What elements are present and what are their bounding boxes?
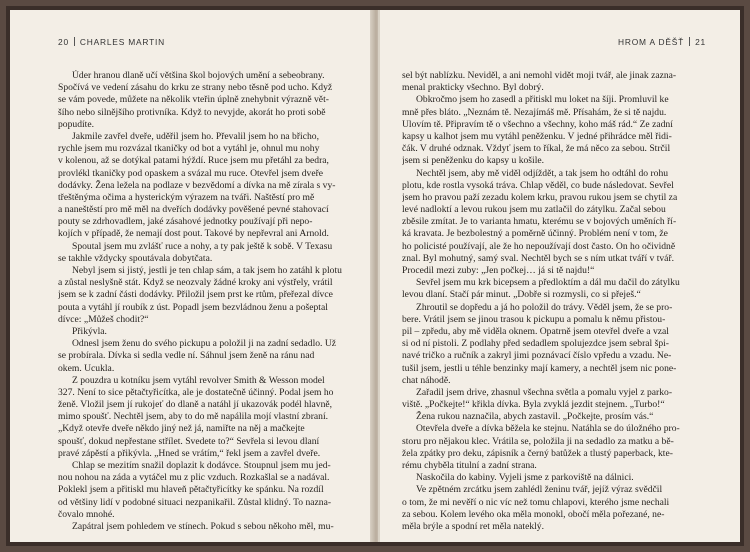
- header-divider: [689, 37, 690, 46]
- text-line: Ulovím tě. Připravím tě o všechno a všechny, koho máš rád.“ Ze zadní: [402, 118, 673, 130]
- text-line: Spočívá ve vedení zásahu do krku ze strany nebo těsně pod ucho. Když: [58, 82, 333, 94]
- text-line: „Když otevře dveře někdo jiný než já, namiřte na něj a mačkejte: [58, 423, 305, 435]
- header-divider: [74, 37, 75, 46]
- text-line: pouta a vytáhl jí roubík z úst. Popadl jsem bezvládnou ženu a pošeptal: [58, 301, 328, 313]
- text-line: v kolenou, až se dotýkal patami hýždí. Ruce jsem mu přetáhl za bedra,: [58, 155, 329, 167]
- text-line: Spoutal jsem mu zvlášť ruce a nohy, a ty pak ještě k sobě. V Texasu: [72, 240, 333, 252]
- text-line: Poklekl jsem a přitiskl mu hlaveň pětačtyřicítky ke spánku. Na rozdíl: [58, 484, 324, 496]
- text-line: storu pro nějakou klec. Vrátila se, položila ji na sedadlo za matku a bě-: [402, 435, 674, 447]
- text-line: ká kravata. Je bezbolestný a poměrně účinný. Problém není v tom, že: [402, 228, 668, 240]
- text-line: Žena rukou naznačila, abych zastavil. „Počkejte, prosím vás.“: [416, 411, 654, 423]
- text-line: zběsile zmítat. Je to varianta hmatu, kterému se v bojových uměních ří-: [402, 216, 677, 228]
- left-body-text: [58, 70, 354, 533]
- text-line: Zapátral jsem pohledem ve stínech. Pokud s sebou někoho měl, mu-: [72, 520, 334, 532]
- text-line: znal. Byl mohutný, samý sval. Nechtěl bych se s ním utkat tváří v tvář.: [402, 252, 675, 264]
- text-line: nou nohou na záda a vytáčel mu z plic vzduch. Rozkašlal se a nadával.: [58, 472, 330, 484]
- right-page: [378, 10, 740, 542]
- text-line: Úder hranou dlaně učí většina škol bojových umění a sebeobrany.: [72, 70, 325, 81]
- text-line: mimo spoušť. Nechtěl jsem, aby to do mě napálila mojí vlastní zbraní.: [58, 411, 329, 423]
- text-line: 327. Není to sice pětačtyřicítka, ale je dostatečně účinný. Podal jsem ho: [58, 386, 334, 398]
- text-line: za sebou. Kolem levého oka měla monokl, obočí měla pořezané, ne-: [402, 508, 665, 520]
- text-line: pravé zápěstí a přikývla. „Hned se vrátím,“ řekl jsem a zavřel dveře.: [58, 447, 321, 459]
- text-line: pouty se zdrhovadlem, jaké zásahové jednotky používají při nepo-: [58, 216, 313, 228]
- text-line: navé tričko a ručník a zakryl jimi poznávací číslo vpředu a vzadu. Ne-: [402, 350, 672, 362]
- book-spread: [6, 6, 744, 546]
- text-line: Zhroutil se dopředu a já ho položil do trávy. Věděl jsem, že se pro-: [416, 301, 673, 313]
- text-line: chat náhodě.: [402, 374, 451, 386]
- text-line: okem. Ucukla.: [58, 362, 115, 374]
- text-line: bere. Vrátil jsem se jinou trasou k pickupu a pomalu k němu přistou-: [402, 313, 666, 325]
- text-line: Přikývla.: [72, 325, 107, 337]
- text-line: ženě. Vložil jsem jí rukojeť do dlaně a natáhl jí ukazovák podél hlavně,: [58, 399, 333, 411]
- text-line: se vám povede, můžete na několik vteřin úplně znehybnit výrazně vět-: [58, 94, 329, 106]
- text-line: Obkročmo jsem ho zasedl a přitiskl mu loket na šíji. Promluvil ke: [416, 94, 669, 106]
- text-line: žela zpátky pro deku, zápisník a černý batůžek a tlustý paperback, kte-: [402, 447, 673, 459]
- text-line: čovalo mnohé.: [58, 508, 115, 520]
- text-line: sel být nablízku. Neviděl, a ani nemohl vidět moji tvář, ale jinak zazna-: [402, 70, 677, 81]
- text-line: Naskočila do kabiny. Vyjeli jsme z parkoviště na dálnici.: [416, 472, 634, 484]
- text-line: tušil jsem, jestli u téhle benzinky mají kamery, a nechtěl jsem nic pone-: [402, 362, 677, 374]
- text-line: levou dlaní. Stačí pár minut. „Dobře si rozmysli, co si přeješ.“: [402, 289, 641, 301]
- text-line: a zůstal neslyšně stát. Když se neozvaly žádné kroky ani výstřely, vrátil: [58, 277, 333, 289]
- text-line: popudíte.: [58, 118, 94, 130]
- text-line: Nebyl jsem si jistý, jestli je ten chlap sám, a tak jsem ho zatáhl k plotu: [72, 265, 342, 276]
- text-line: šího nebo silnějšího protivníka. Když to nevyjde, akorát ho proti sobě: [58, 106, 326, 118]
- text-line: Z pouzdra u kotníku jsem vytáhl revolver Smith & Wesson model: [72, 374, 325, 386]
- text-line: provlékl tkaničky pod opaskem a svázal mu ruce. Otevřel jsem dveře: [58, 167, 324, 179]
- text-line: Ve zpětném zrcátku jsem zahlédl ženinu tvář, jejíž výraz svědčil: [416, 484, 663, 496]
- text-line: Jakmile zavřel dveře, uděřil jsem ho. Převalil jsem ho na břicho,: [72, 130, 319, 142]
- text-line: levé nadloktí a levou rukou jsem mu zatlačil do zátylku. Začal sebou: [402, 204, 666, 216]
- text-line: rému chyběla titulní a zadní strana.: [402, 460, 537, 471]
- left-header-title: CHARLES MARTIN: [79, 37, 165, 47]
- text-line: dívce: „Můžeš chodit?“: [58, 313, 149, 325]
- text-line: menal prakticky všechno. Byl dobrý.: [402, 82, 544, 94]
- text-line: plotu, kde rostla vysoká tráva. Chlap věděl, co bude následovat. Sevřel: [402, 179, 674, 191]
- text-line: dodávky. Žena ležela na podlaze v bezvědomí a dívka na mě zírala s vy-: [58, 179, 336, 191]
- text-line: měla brýle a spodní ret měla nateklý.: [402, 520, 544, 532]
- text-line: Nechtěl jsem, aby mě viděl odjíždět, a tak jsem ho odtáhl do rohu: [416, 167, 669, 179]
- right-page-number: 21: [695, 37, 706, 47]
- text-line: pil – zpředu, aby mě viděla oknem. Opatrně jsem otevřel dveře a vzal: [402, 325, 669, 337]
- text-line: Zařadil jsem drive, zhasnul všechna světla a pomalu vyjel z parko-: [416, 386, 673, 398]
- text-line: spoušť, dokud nepřestane střílet. Svedete to?“ Sevřela si levou dlaní: [58, 435, 320, 447]
- left-page: [10, 10, 374, 542]
- text-line: třeštěnýma očima a hysterickým výrazem na tváři. Naštěstí pro mě: [58, 191, 315, 203]
- text-line: ho policisté používají, ale že ho nepoužívají dost často. On ho očividně: [402, 240, 676, 252]
- text-line: od většiny lidí v podobné situaci nezpanikařil. Zůstal klidný. To nazna-: [58, 496, 332, 508]
- left-running-head: [58, 37, 165, 47]
- right-body-text: [402, 70, 704, 533]
- text-line: kapsy u kalhot jsem mu vytáhl peněženku. V jedné přihrádce měl řidi-: [402, 130, 672, 142]
- right-running-head: [618, 37, 706, 47]
- text-line: čák. V druhé odznak. Vždyť jsem to říkal, že má něco za sebou. Strčil: [402, 143, 671, 155]
- text-line: o tom, že mi nevěří o nic víc než tomu chlapovi, kterého jsme nechali: [402, 496, 670, 508]
- left-page-number: 20: [58, 37, 69, 47]
- text-line: se takhle vždycky spoutávala dobytčata.: [58, 252, 213, 264]
- text-line: se probírala. Dívka si sedla vedle ní. Sáhnul jsem ženě na ránu nad: [58, 350, 315, 362]
- text-line: Otevřela dveře a dívka běžela ke stejnu. Natáhla se do úložného pro-: [416, 423, 680, 435]
- text-line: jsem se k zadní části dodávky. Přiložil jsem prst ke rtům, přeřezal dívce: [58, 289, 333, 301]
- text-line: Odnesl jsem ženu do svého pickupu a položil ji na zadní sedadlo. Už: [72, 338, 337, 350]
- text-line: Sevřel jsem mu krk bicepsem a předloktím a dál mu dačil do zátylku: [416, 277, 680, 289]
- text-line: Procedil mezi zuby: „Jen počkej… já si tě najdu!“: [402, 265, 595, 276]
- right-header-title: HROM A DĚŠŤ: [618, 37, 685, 47]
- text-line: jsem si peněženku do kapsy u košile.: [402, 155, 545, 167]
- text-line: rychle jsem mu rozvázal tkaničky od bot a vytáhl je, ohnul mu nohy: [58, 143, 320, 155]
- text-line: mně přes bláto. „Neznám tě. Nezajímáš mě. Přísahám, že si tě najdu.: [402, 106, 667, 118]
- text-line: kojích v případě, že nemají dost pout. Takové by nepřevral ani Arnold.: [58, 228, 329, 240]
- text-line: jsem ho pravou paží zezadu kolem krku, pravou rukou jsem se chytil za: [402, 191, 678, 203]
- text-line: Chlap se mezitím snažil doplazit k dodávce. Stoupnul jsem mu jed-: [72, 460, 331, 471]
- text-line: a naneštěstí pro mě měl na dveřích dodávky pověšené pevné stahovací: [58, 204, 329, 216]
- text-line: viště. „Počkejte!“ křikla dívka. Byla zvyklá jezdit stejnem. „Turbo!“: [402, 399, 665, 411]
- text-line: si od ní pistoli. Z podlahy před sedadlem spolujezdce jsem sebral špi-: [402, 338, 669, 350]
